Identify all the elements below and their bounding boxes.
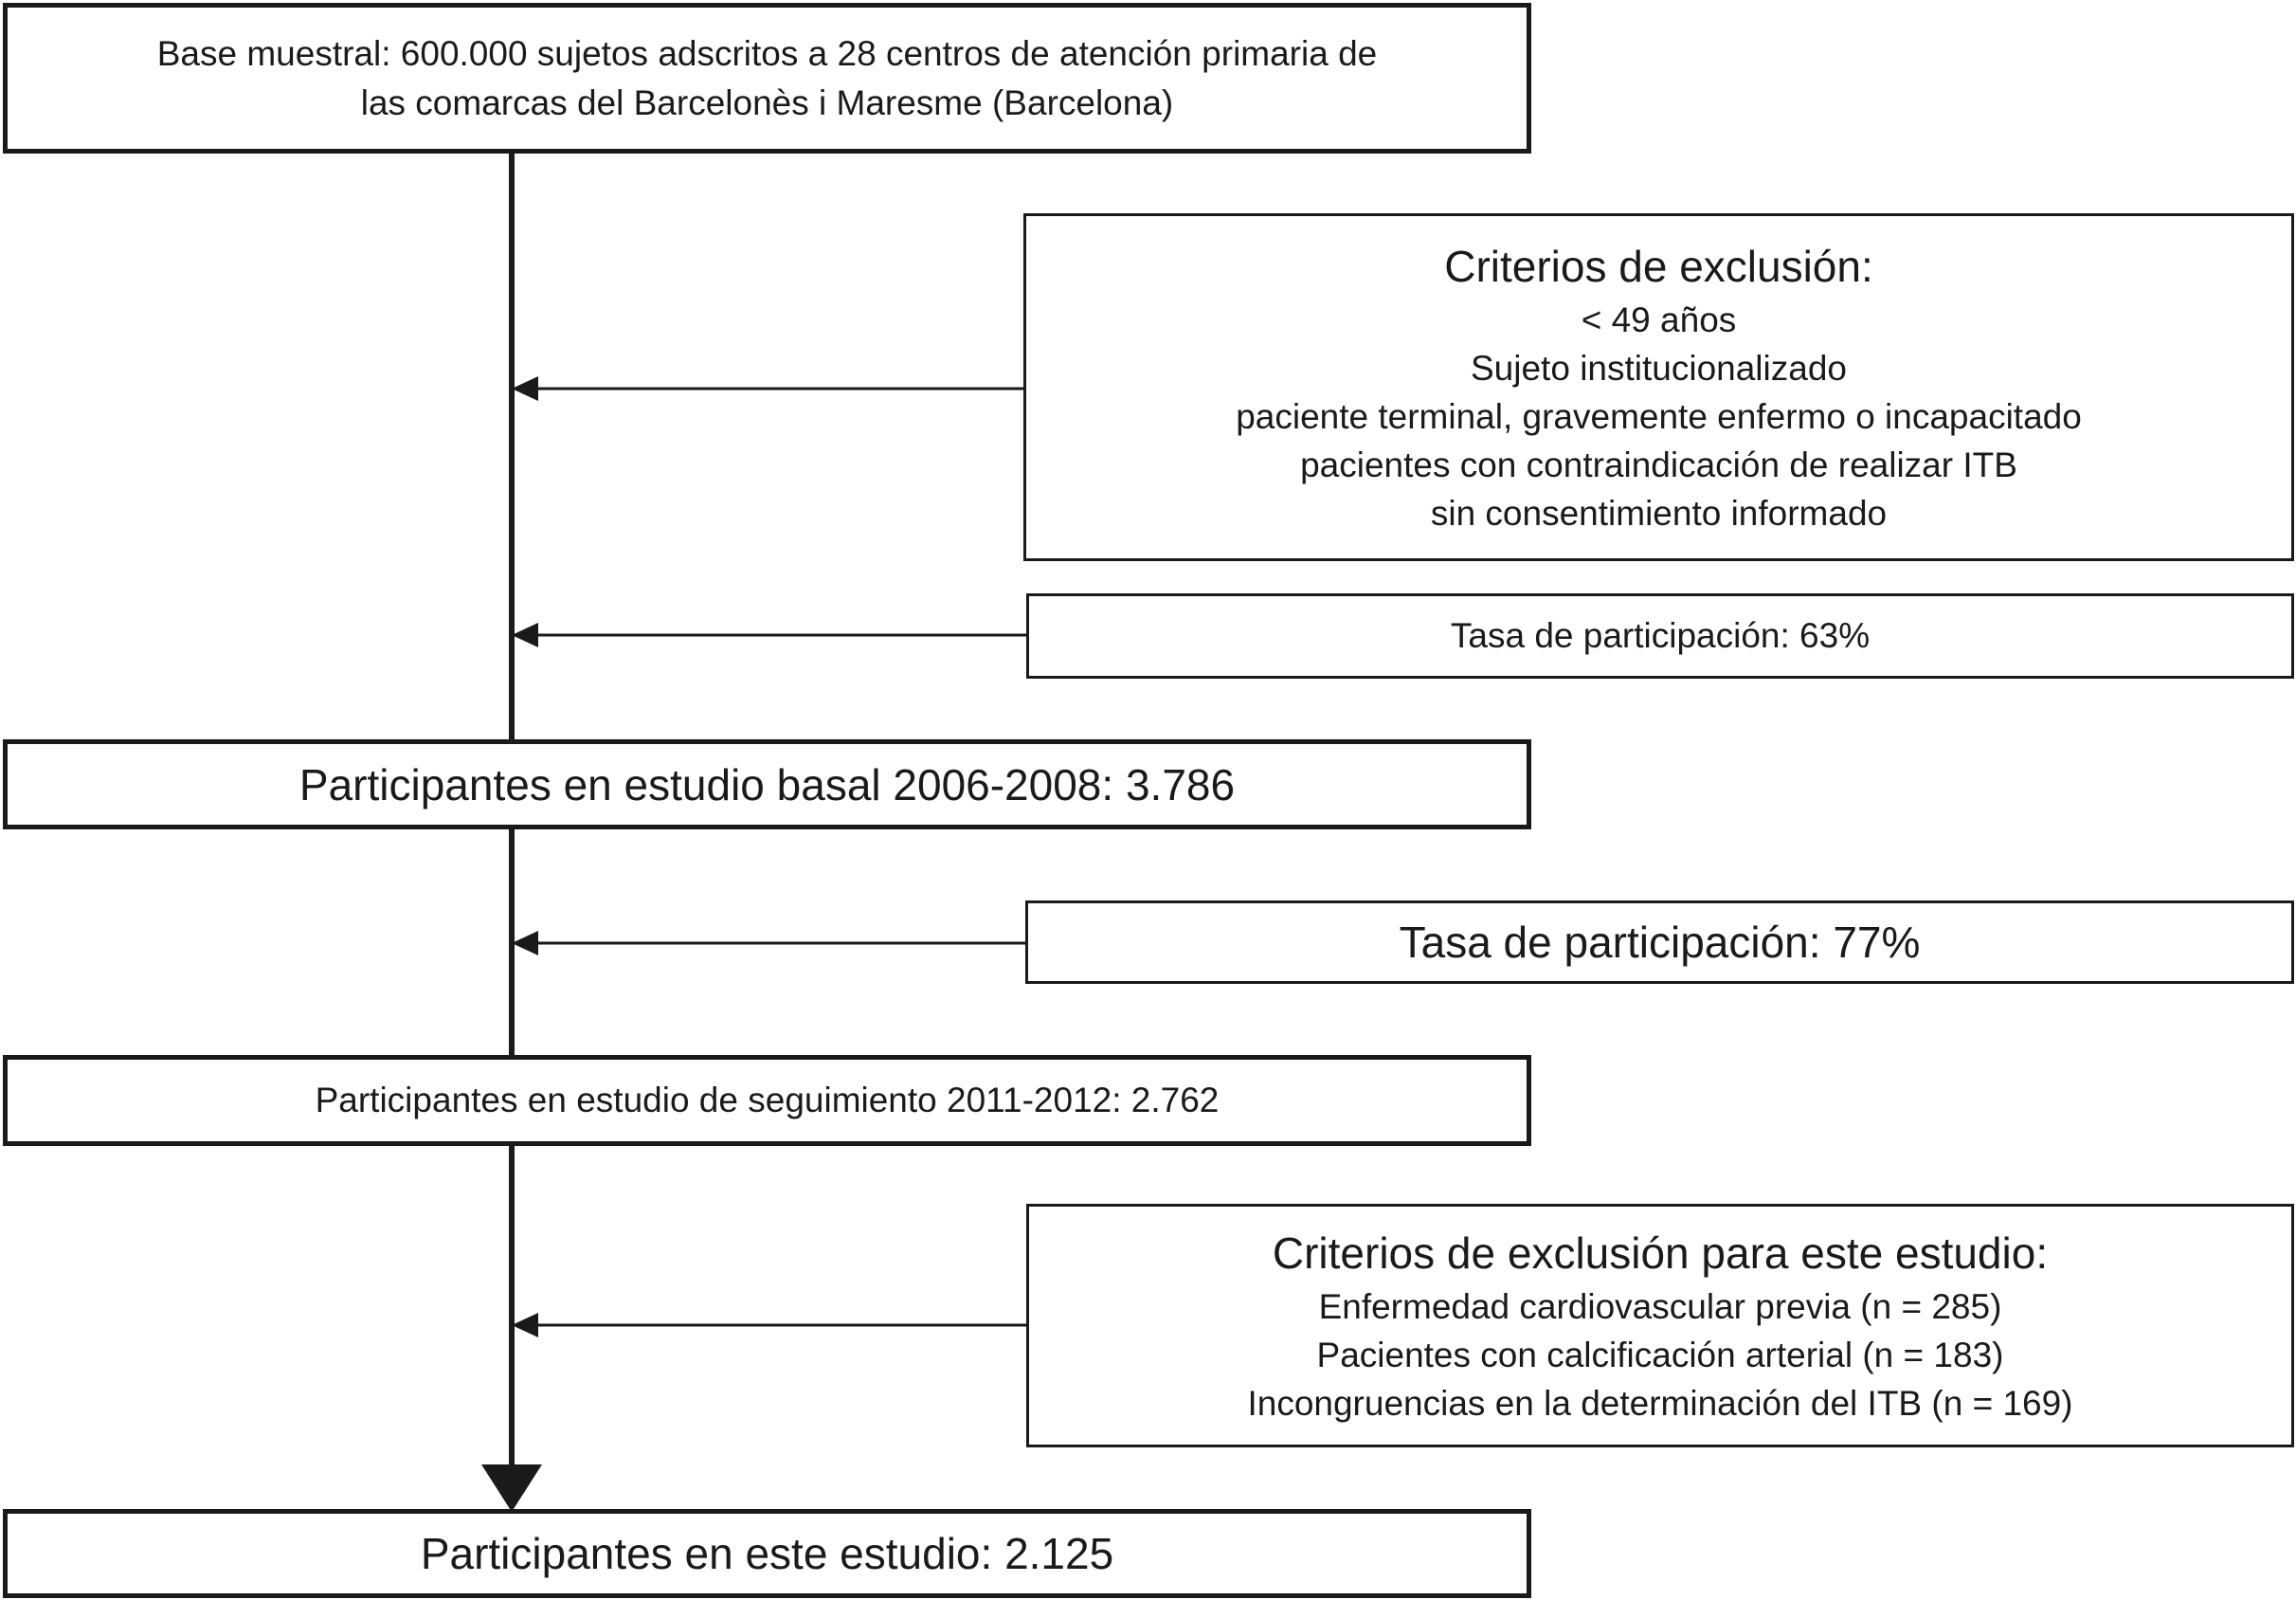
exclusion-criteria-item: paciente terminal, gravemente enfermo o incapacitado	[1236, 397, 2082, 436]
base-sample-line-1: Base muestral: 600.000 sujetos adscritos a 28 centros de atención primaria de	[156, 33, 1378, 73]
exclusion-criteria-title: Criterios de exclusión:	[1444, 242, 1873, 291]
exclusion-criteria-item: sin consentimiento informado	[1430, 494, 1888, 533]
followup-participants-text: Participantes en estudio de seguimiento 2011-2012: 2.762	[315, 1081, 1220, 1119]
study-exclusion-criteria-item: Incongruencias en la determinación del ITB (n = 169)	[1247, 1384, 2073, 1423]
base-sample-line-2: las comarcas del Barcelonès i Maresme (Barcelona)	[360, 82, 1174, 122]
study-exclusion-criteria-box	[1026, 1204, 2294, 1447]
study-exclusion-criteria-item: Enfermedad cardiovascular previa (n = 285)	[1318, 1287, 2002, 1326]
participation-rate-box-1	[1026, 593, 2294, 679]
final-arrowhead	[481, 1464, 542, 1512]
participation-rate-text-1: Tasa de participación: 63%	[1450, 616, 1871, 655]
arrowhead-exclusion1	[512, 376, 538, 401]
participation-rate-text-2: Tasa de participación: 77%	[1399, 918, 1921, 967]
baseline-participants-text: Participantes en estudio basal 2006-2008: 3.786	[298, 759, 1236, 809]
exclusion-criteria-item: Sujeto institucionalizado	[1471, 349, 1847, 388]
final-participants-text: Participantes en este estudio: 2.125	[420, 1529, 1114, 1578]
study-exclusion-criteria-title: Criterios de exclusión para este estudio:	[1272, 1228, 2049, 1278]
followup-participants-box	[3, 1055, 1531, 1146]
arrowhead-participation2	[512, 931, 538, 955]
exclusion-criteria-item: < 49 años	[1581, 300, 1737, 339]
study-exclusion-criteria-item: Pacientes con calcificación arterial (n = 183)	[1316, 1336, 2004, 1374]
base-sample-box	[3, 3, 1531, 154]
participation-rate-box-2	[1025, 900, 2294, 984]
exclusion-criteria-item: pacientes con contraindicación de realizar ITB	[1300, 445, 2017, 484]
exclusion-criteria-box	[1023, 213, 2294, 561]
baseline-participants-box	[3, 739, 1531, 829]
final-participants-box	[3, 1509, 1531, 1598]
arrowhead-exclusion2	[512, 1313, 538, 1337]
arrowhead-participation1	[512, 623, 538, 647]
